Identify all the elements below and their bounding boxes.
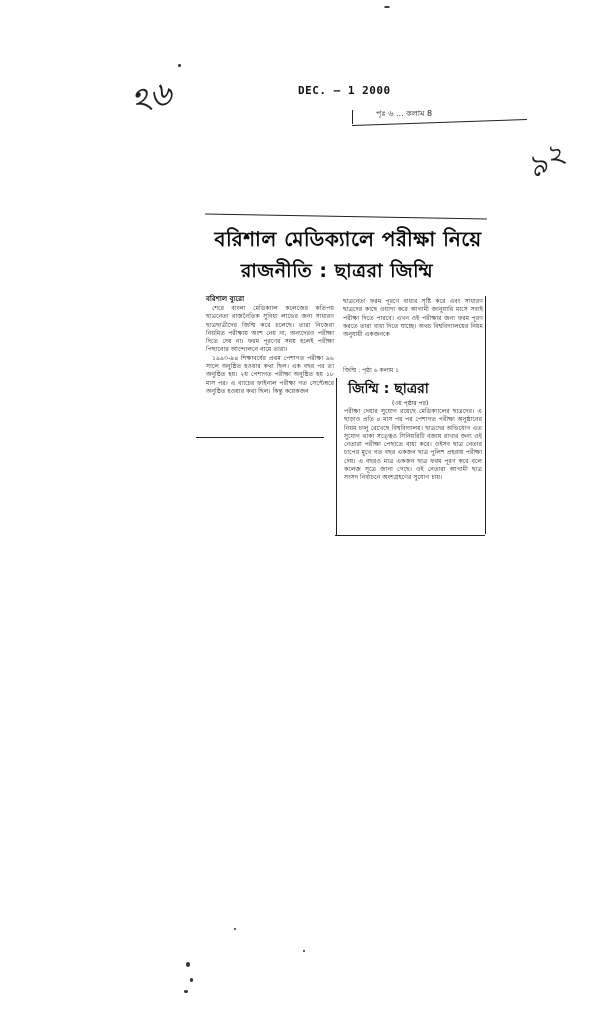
page-reference: পৃঃ ৬ ... কলাম 8 xyxy=(376,109,433,118)
column-3-text: পরীক্ষা দেয়ার সুযোগ রয়েছে মেডিক্যালের ছাত্রদের। এ ছাড়াও প্রতি ৪ মাস পর পর পেশাগত পরীক্ষা অনুষ্ঠানের নিয়ম চালু রেখেছে বিশ্ববিদ্যালয়। ছাত্রদের অভিযোগ এত সুযোগ থাকা সত্ত্বেও সিনিয়রিটি বজায় রাখার জন্য ওই নেতারা পরীক্ষা পেছাতে বাধ্য করে। ওইসব ছাত্র নেতার চাপের মুখে গত বছর একজন ছাত্র পুলিশ প্রহরায় পরীক্ষা দেয়। এ বছরও মাত্র একজন ছাত্র ফরম পূরণ করে বলে কলেজ সূত্রে জানা গেছে। ওই নেতারা আগামী ছাত্র সংসদ নির্বাচনে অংশগ্রহণের সুযোগ চায়। xyxy=(344,408,482,482)
scan-speck xyxy=(190,978,193,982)
scan-speck xyxy=(234,928,236,930)
article-column-3 xyxy=(344,408,482,483)
continued-to-note: জিম্মি : পৃষ্ঠা ৬ কলাম ১ xyxy=(343,367,400,374)
clipping-inner-edge xyxy=(336,378,337,536)
scan-speck xyxy=(303,950,305,952)
dateline-text: বরিশাল ব্যুরো xyxy=(206,295,245,303)
clipping-right-edge xyxy=(485,296,486,534)
column-1-paragraph: ১৯৯৩-৯৪ শিক্ষাবর্ষের প্রথম পেশাগত পরীক্ষা ৯৬ সালে অনুষ্ঠিত হওয়ার কথা ছিল। এক বছর পর তা অনুষ্ঠিত হয়। ২য় পেশাগত পরীক্ষা অনুষ্ঠিত হয় ১৮ মাস পর। এ ব্যাচের ফাইনাল পরীক্ষা গত সেপ্টেম্বরে অনুষ্ঠিত হওয়ার কথা ছিল। কিন্তু কয়েকজন xyxy=(206,354,334,395)
column-2-text: ছাত্রনেতা ফরম পূরণে বাধার সৃষ্টি করে এবং সাধারণ ছাত্রদের কাছে ওয়াদা করে আগামী জানুয়ারি মাসে সবাই পরীক্ষা দিতে পারবে। এখন ওই পরীক্ষার জন্য ফরম পূরণ করতে তারা বাধা দিতে যাচ্ছে। অথচ বিশ্ববিদ্যালয়ের নিয়ম অনুযায়ী একজনকে xyxy=(343,298,483,339)
date-stamp: DEC. — 1 2000 xyxy=(298,84,391,97)
scan-speck xyxy=(186,962,190,967)
headline-line-2: রাজনীতি : ছাত্ররা জিম্মি xyxy=(240,260,434,282)
scan-speck xyxy=(184,990,188,993)
scan-speck xyxy=(178,64,181,67)
scan-speck xyxy=(384,6,390,8)
handwritten-note-right: ৯২ xyxy=(520,135,572,186)
column-1-paragraph: শেরে বাংলা মেডিক্যাল কলেজের কতিপয় ছাত্রনেতা রাজনৈতিক সুবিধা লাভের জন্য সাধারণ ছাত্রছাত্রীদের জিম্মি করে চলেছে। তারা নিজেরা নিয়মিত পরীক্ষায় অংশ নেয় না, অন্যদেরও পরীক্ষা দিতে দেয় না। ফরম পূরণের সময় হলেই পরীক্ষা পিছানোর আন্দোলনে নামে তারা। xyxy=(206,305,334,354)
continued-from-note: (৩য় পৃষ্ঠার পর) xyxy=(392,400,429,407)
clipping-top-edge xyxy=(205,214,487,220)
handwritten-note-left: ঽ৬ xyxy=(126,72,178,124)
page-reference-box-left xyxy=(352,110,353,124)
article-column-2 xyxy=(343,298,483,339)
clipping-bottom-edge xyxy=(335,535,485,536)
headline-line-1: বরিশাল মেডিক্যালে পরীক্ষা নিয়ে xyxy=(214,227,482,251)
clipping-left-bottom-edge xyxy=(196,437,324,438)
continuation-headline: জিম্মি : ছাত্ররা xyxy=(348,381,429,397)
dateline xyxy=(206,293,244,305)
article-column-1 xyxy=(206,305,334,396)
